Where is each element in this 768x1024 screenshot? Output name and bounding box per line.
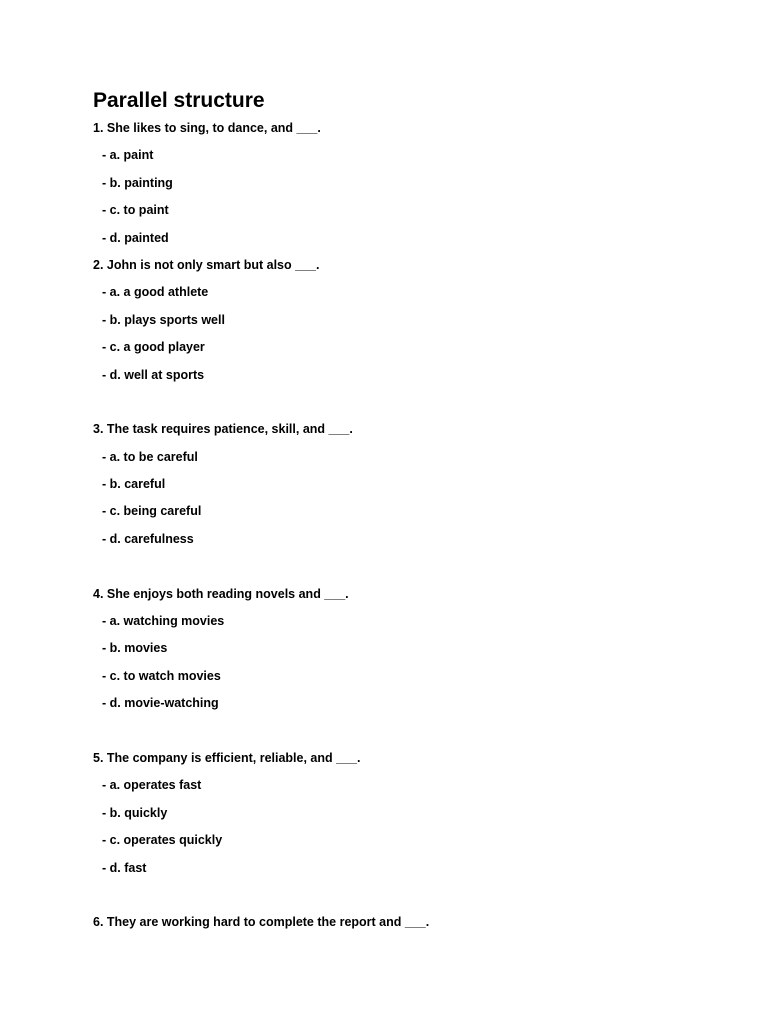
answer-option-c: - c. a good player bbox=[102, 340, 205, 355]
answer-option-a: - a. to be careful bbox=[102, 449, 198, 464]
question-prompt: 4. She enjoys both reading novels and ___. bbox=[93, 586, 349, 601]
question-prompt: 3. The task requires patience, skill, and ___. bbox=[93, 422, 353, 437]
question-1 bbox=[93, 120, 733, 257]
answer-option-d: - d. painted bbox=[102, 230, 169, 245]
answer-option-d: - d. fast bbox=[102, 860, 147, 875]
answer-option-b: - b. movies bbox=[102, 641, 168, 656]
question-prompt: 6. They are working hard to complete the report and ___. bbox=[93, 915, 430, 930]
answer-option-d: - d. movie-watching bbox=[102, 696, 219, 711]
question-prompt: 1. She likes to sing, to dance, and ___. bbox=[93, 121, 321, 135]
answer-option-a: - a. paint bbox=[102, 148, 154, 163]
question-6 bbox=[93, 914, 733, 941]
answer-option-d: - d. well at sports bbox=[102, 367, 205, 382]
answer-option-b: - b. careful bbox=[102, 477, 166, 492]
question-3 bbox=[93, 421, 733, 558]
blank-line bbox=[93, 558, 733, 585]
answer-option-c: - c. to watch movies bbox=[102, 668, 221, 683]
answer-option-c: - c. operates quickly bbox=[102, 833, 223, 848]
question-prompt: 2. John is not only smart but also ___. bbox=[93, 257, 320, 272]
blank-line bbox=[93, 723, 733, 750]
answer-option-a: - a. operates fast bbox=[102, 778, 202, 793]
answer-option-c: - c. to paint bbox=[102, 203, 169, 218]
answer-option-b: - b. quickly bbox=[102, 805, 168, 820]
blank-line bbox=[93, 887, 733, 914]
answer-option-b: - b. plays sports well bbox=[102, 312, 225, 327]
question-4 bbox=[93, 586, 733, 723]
answer-option-b: - b. painting bbox=[102, 175, 173, 190]
question-5 bbox=[93, 750, 733, 887]
answer-option-c: - c. being careful bbox=[102, 504, 202, 519]
question-prompt: 5. The company is efficient, reliable, and ___. bbox=[93, 750, 361, 765]
answer-option-d: - d. carefulness bbox=[102, 531, 194, 546]
question-2 bbox=[93, 257, 733, 394]
document-page bbox=[93, 88, 733, 942]
answer-option-a: - a. watching movies bbox=[102, 614, 225, 629]
document-title: Parallel structure bbox=[93, 89, 265, 112]
blank-line bbox=[93, 394, 733, 421]
answer-option-a: - a. a good athlete bbox=[102, 285, 209, 300]
